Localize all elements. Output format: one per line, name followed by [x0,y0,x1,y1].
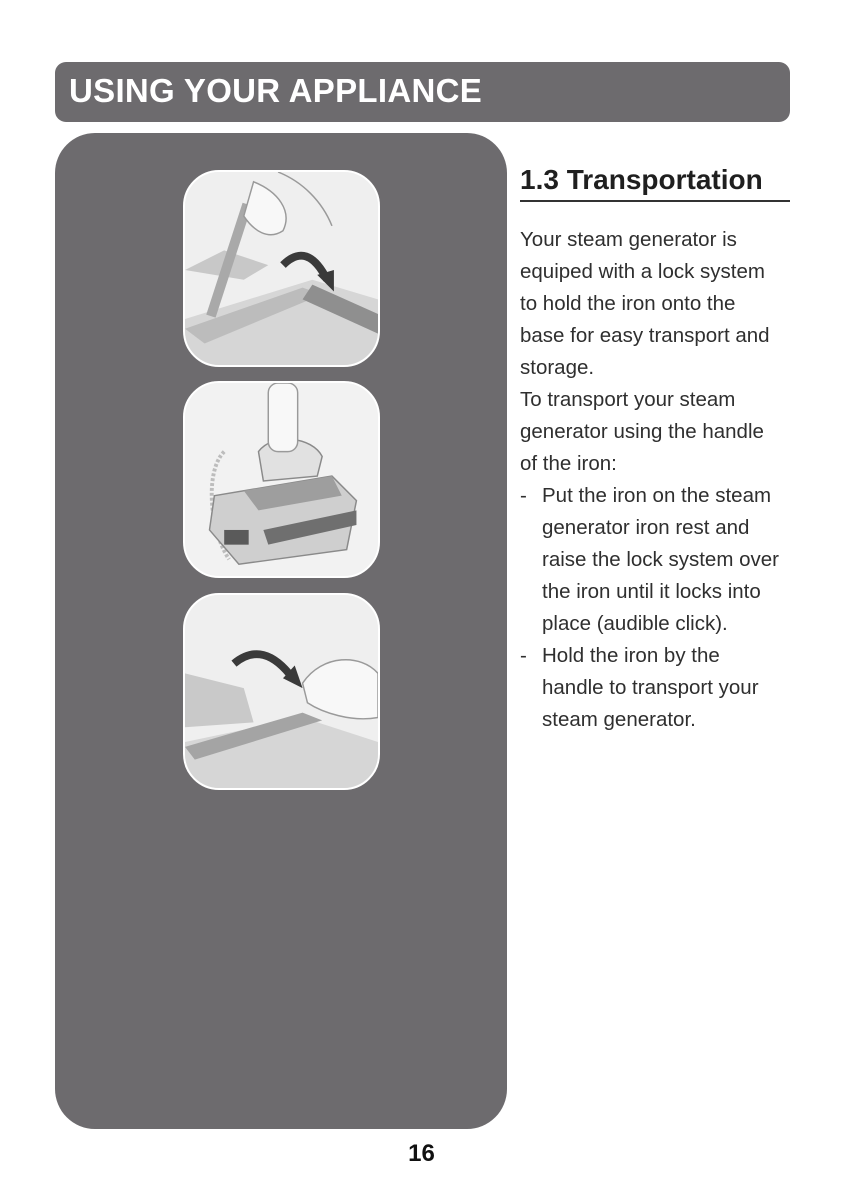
bullet-item [520,480,782,640]
intro-paragraph: Your steam generator is equiped with a lock system to hold the iron onto the base for easy transport and storage. [520,228,770,379]
lead-paragraph: To transport your steam generator using the handle of the iron: [520,388,764,475]
illustration-close-lock [183,593,380,790]
header-bar [55,62,790,122]
raise-lock-drawing [185,172,378,365]
page-title: USING YOUR APPLIANCE [69,72,483,109]
section-title: 1.3 Transportation [520,164,790,202]
bullet-text: Hold the iron by the handle to transport your steam generator. [542,644,759,731]
page-number: 16 [408,1140,435,1167]
locked-iron-drawing [185,383,378,576]
bullet-item [520,640,782,736]
bullet-dash: - [520,484,527,507]
illustration-raise-lock [183,170,380,367]
illustration-locked-iron [183,381,380,578]
instructions-text [520,224,782,736]
close-lock-drawing [185,595,378,788]
bullet-text: Put the iron on the steam generator iron rest and raise the lock system over the iron until it locks into place (audible click). [542,484,779,635]
bullet-dash: - [520,644,527,667]
